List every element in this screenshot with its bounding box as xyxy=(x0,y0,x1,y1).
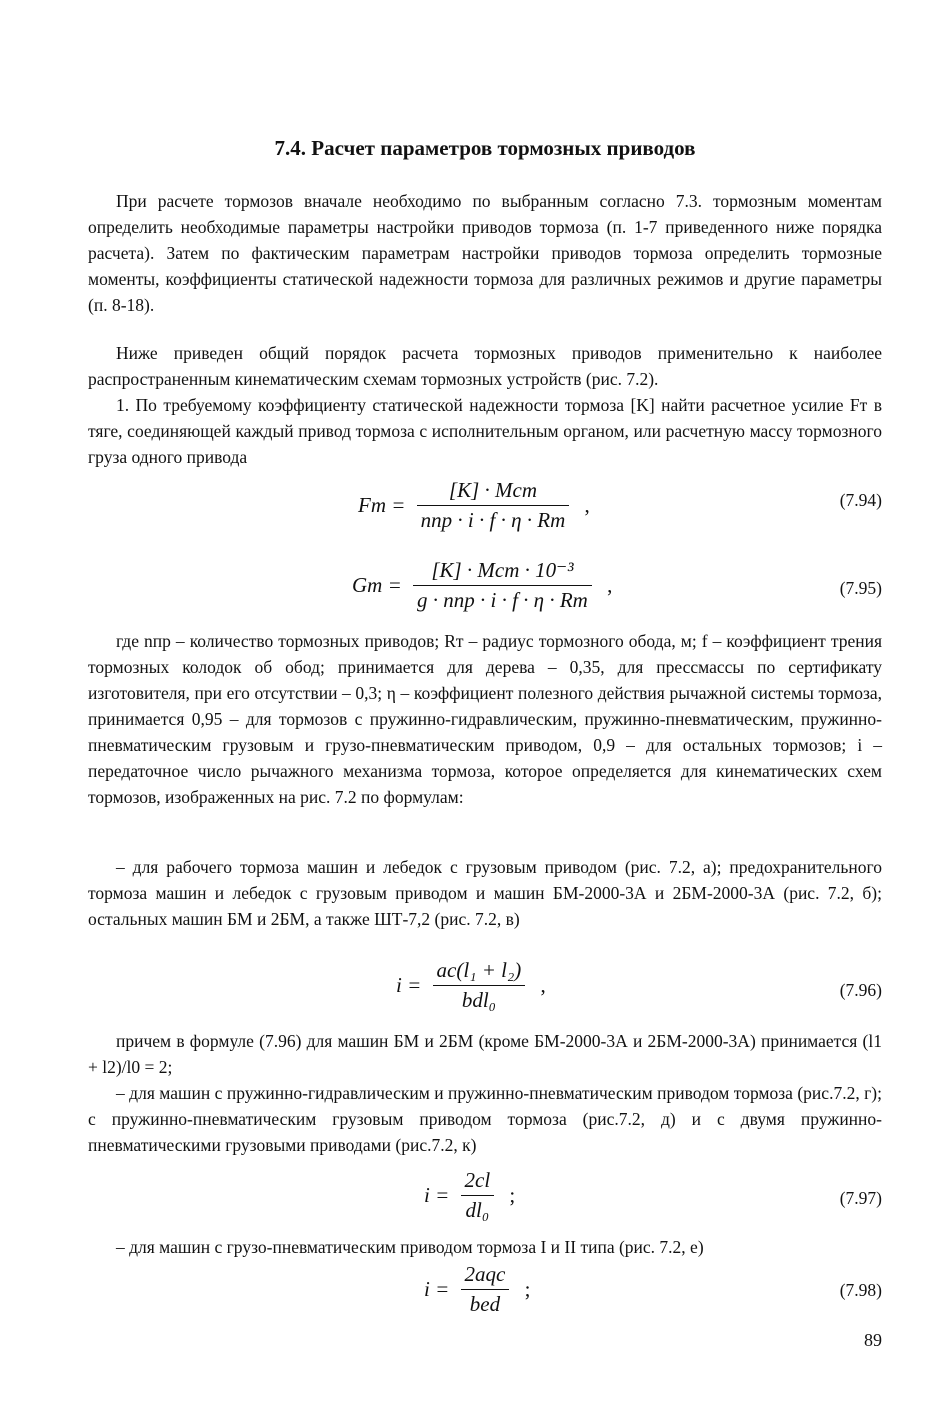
formula-number: (7.97) xyxy=(839,1188,882,1208)
paragraph-case-c: – для машин с грузо-пневматическим приводом тормоза I и II типа (рис. 7.2, е) xyxy=(116,1237,704,1257)
fraction-numerator: ac(l₁ + l₂) xyxy=(433,958,526,986)
formula-7-96 xyxy=(88,958,882,1018)
formula-7-95 xyxy=(88,558,882,618)
fraction xyxy=(461,1262,510,1317)
formula-lhs: Fт = xyxy=(358,493,406,517)
formula-number: (7.95) xyxy=(839,578,882,598)
formula-punctuation: , xyxy=(607,573,613,597)
formula-7-98 xyxy=(88,1262,882,1322)
paragraph-order: Ниже приведен общий порядок расчета тормозных приводов применительно к наиболее распространенным кинематическим схемам тормозных устройств (рис. 7.2). xyxy=(88,343,882,389)
formula-lhs: i = xyxy=(424,1277,450,1301)
paragraph-note-7-96: причем в формуле (7.96) для машин БМ и 2БМ (кроме БМ-2000-3А и 2БМ-2000-3А) принимается (l1 + l2)/l0 = 2; xyxy=(88,1031,882,1077)
formula-number: (7.94) xyxy=(839,490,882,510)
fraction-denominator: bdl₀ xyxy=(461,988,496,1012)
formula-punctuation: , xyxy=(540,973,546,997)
fraction-numerator: [K] · Mст · 10⁻³ xyxy=(413,558,592,586)
formula-7-94 xyxy=(88,478,882,538)
fraction-numerator: [K] · Mст xyxy=(417,478,570,506)
formula-lhs: i = xyxy=(424,1183,450,1207)
fraction xyxy=(461,1168,495,1223)
fraction-numerator: 2cl xyxy=(461,1168,495,1196)
paragraph-intro: При расчете тормозов вначале необходимо по выбранным согласно 7.3. тормозным моментам определить необходимые параметры настройки приводов тормоза (п. 1-7 приведенного ниже порядка расчета). Затем по фактическим параметрам настройки приводов тормоза определить тормозные моменты, коэффициенты статической надежности тормоза для различных режимов и другие параметры (п. 8-18). xyxy=(88,191,882,315)
fraction-numerator: 2aqc xyxy=(461,1262,510,1290)
formula-7-97 xyxy=(88,1168,882,1228)
paragraph-definitions: где nпр – количество тормозных приводов; Rт – радиус тормозного обода, м; f – коэффициент трения тормозных колодок об обод; принимается для дерева – 0,35, для прессмассы по сертификату изготовителя, при его отсутствии – 0,3; η – коэффициент полезного действия рычажной системы тормоза, принимается 0,95 – для тормозов с пружинно-гидравлическим, пружинно-пневматическим, пружинно-пневматическим грузовым и грузо-пневматическим приводом, 0,9 – для остальных тормозов; i – передаточное число рычажного механизма тормоза, которое определяется для кинематических схем тормозов, изображенных на рис. 7.2 по формулам: xyxy=(88,631,882,807)
formula-number: (7.98) xyxy=(839,1280,882,1300)
fraction-denominator: nпр · i · f · η · Rт xyxy=(420,508,566,532)
fraction xyxy=(417,478,570,533)
paragraph-step-1: 1. По требуемому коэффициенту статической надежности тормоза [K] найти расчетное усилие Fт в тяге, соединяющей каждый привод тормоза с исполнительным органом, или расчетную массу тормозного груза одного привода xyxy=(88,395,882,467)
fraction-denominator: dl₀ xyxy=(465,1198,490,1222)
formula-punctuation: , xyxy=(584,493,590,517)
fraction xyxy=(433,958,526,1013)
section-heading: 7.4. Расчет параметров тормозных приводов xyxy=(274,136,696,160)
formula-lhs: i = xyxy=(396,973,422,997)
fraction-denominator: bed xyxy=(469,1292,501,1316)
page-number: 89 xyxy=(864,1330,882,1350)
paragraph-case-b: – для машин с пружинно-гидравлическим и пружинно-пневматическим приводом тормоза (рис.7.2, г); с пружинно-пневматическим грузовым приводом тормоза (рис.7.2, д) и с двумя пружинно-пневматическими грузовыми приводами (рис.7.2, к) xyxy=(88,1083,882,1155)
formula-number: (7.96) xyxy=(839,980,882,1000)
paragraph-case-a: – для рабочего тормоза машин и лебедок с грузовым приводом (рис. 7.2, а); предохранительного тормоза машин и лебедок с грузовым приводом и машин БМ-2000-3А и 2БМ-2000-3А (рис. 7.2, б); остальных машин БМ и 2БМ, а также ШТ-7,2 (рис. 7.2, в) xyxy=(88,857,882,929)
formula-punctuation: ; xyxy=(509,1183,516,1207)
fraction xyxy=(413,558,592,613)
formula-punctuation: ; xyxy=(524,1277,531,1301)
fraction-denominator: g · nпр · i · f · η · Rт xyxy=(417,588,588,612)
formula-lhs: Gт = xyxy=(352,573,402,597)
